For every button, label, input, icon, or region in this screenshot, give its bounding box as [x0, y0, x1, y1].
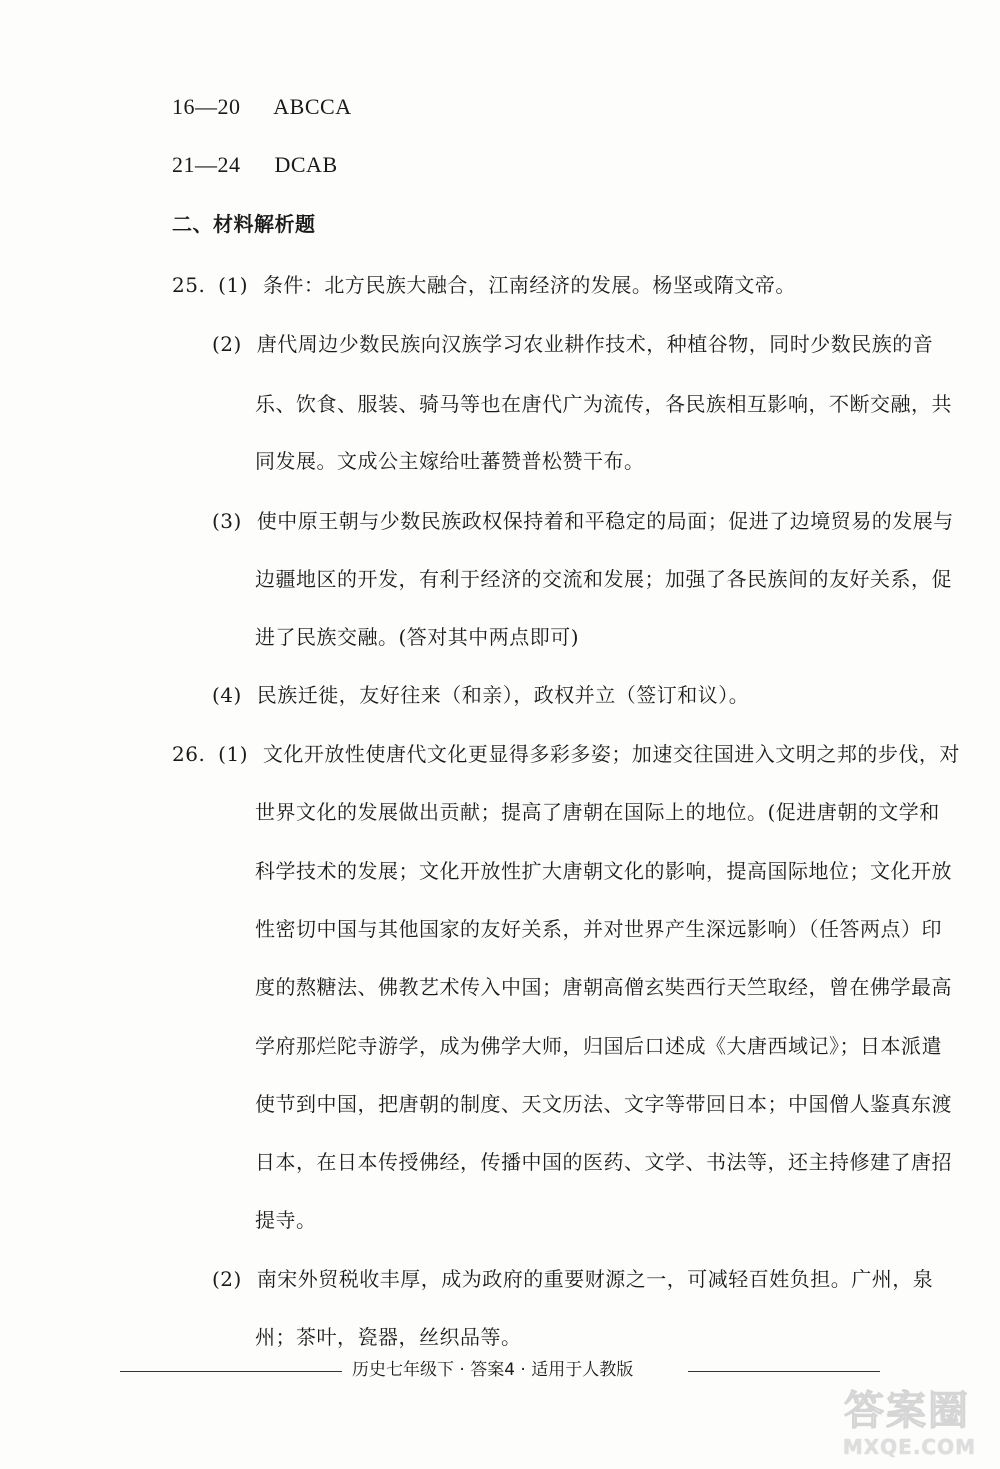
q26-part1-line8: 日本，在日本传授佛经，传播中国的医药、文学、书法等，还主持修建了唐招	[255, 1150, 952, 1174]
part-text: 民族迁徙，友好往来（和亲），政权并立（签订和议）。	[256, 683, 750, 707]
q25-part4	[212, 683, 749, 707]
part-text: 唐代周边少数民族向汉族学习农业耕作技术，种植谷物，同时少数民族的音	[256, 332, 934, 356]
part-label: (3)	[212, 509, 242, 533]
q26-part1-line5: 度的熬糖法、佛教艺术传入中国；唐朝高僧玄奘西行天竺取经，曾在佛学最高	[255, 975, 952, 999]
part-label: (2)	[212, 332, 242, 356]
section-title: 二、材料解析题	[172, 212, 316, 236]
footer-text: 历史七年级下 · 答案4 · 适用于人教版	[352, 1360, 634, 1380]
q25-part1	[172, 273, 796, 297]
watermark-url: MXQE.COM	[842, 1435, 976, 1459]
q26-part2-line1	[212, 1267, 933, 1291]
part-text: 条件：北方民族大融合，江南经济的发展。杨坚或隋文帝。	[262, 273, 796, 297]
mc-answer-row-1	[172, 95, 352, 119]
part-text: 使中原王朝与少数民族政权保持着和平稳定的局面；促进了边境贸易的发展与	[256, 509, 954, 533]
mc-answers: DCAB	[274, 152, 338, 177]
part-label: (1)	[218, 273, 249, 297]
q26-part1-line3: 科学技术的发展；文化开放性扩大唐朝文化的影响，提高国际地位；文化开放	[255, 859, 952, 883]
footer-rule-right	[688, 1371, 880, 1372]
q25-part2-line1	[212, 332, 933, 356]
question-number: 25.	[172, 273, 206, 297]
q26-part2-line2: 州；茶叶，瓷器，丝织品等。	[255, 1325, 522, 1349]
part-text: 南宋外贸税收丰厚，成为政府的重要财源之一，可减轻百姓负担。广州，泉	[256, 1267, 934, 1291]
q25-part2-line3: 同发展。文成公主嫁给吐蕃赞普松赞干布。	[255, 449, 645, 473]
q26-part1-line4: 性密切中国与其他国家的友好关系，并对世界产生深远影响）（任答两点）印	[255, 917, 942, 941]
mc-answers: ABCCA	[273, 94, 352, 119]
mc-range: 16—20	[172, 94, 241, 119]
q26-part1-line7: 使节到中国，把唐朝的制度、天文历法、文字等带回日本；中国僧人鉴真东渡	[255, 1092, 952, 1116]
mc-range: 21—24	[172, 152, 241, 177]
part-text: 文化开放性使唐代文化更显得多彩多姿；加速交往国进入文明之邦的步伐，对	[262, 742, 960, 766]
part-label: (1)	[218, 742, 249, 766]
mc-answer-row-2	[172, 153, 338, 177]
part-label: (2)	[212, 1267, 242, 1291]
q25-part2-line2: 乐、饮食、服装、骑马等也在唐代广为流传，各民族相互影响，不断交融，共	[255, 392, 952, 416]
q26-part1-line1	[172, 742, 960, 766]
page-footer	[120, 1358, 880, 1382]
question-number: 26.	[172, 742, 206, 766]
footer-rule-left	[120, 1371, 342, 1372]
part-label: (4)	[212, 683, 242, 707]
watermark-chinese: 答案圈	[844, 1388, 970, 1434]
q25-part3-line3: 进了民族交融。(答对其中两点即可)	[255, 625, 580, 649]
q25-part3-line1	[212, 509, 954, 533]
site-watermark	[780, 1377, 980, 1463]
q26-part1-line9: 提寺。	[255, 1208, 317, 1232]
q25-part3-line2: 边疆地区的开发，有利于经济的交流和发展；加强了各民族间的友好关系，促	[255, 567, 952, 591]
q26-part1-line6: 学府那烂陀寺游学，成为佛学大师，归国后口述成《大唐西域记》；日本派遣	[255, 1034, 942, 1058]
q26-part1-line2: 世界文化的发展做出贡献；提高了唐朝在国际上的地位。(促进唐朝的文学和	[255, 800, 940, 824]
